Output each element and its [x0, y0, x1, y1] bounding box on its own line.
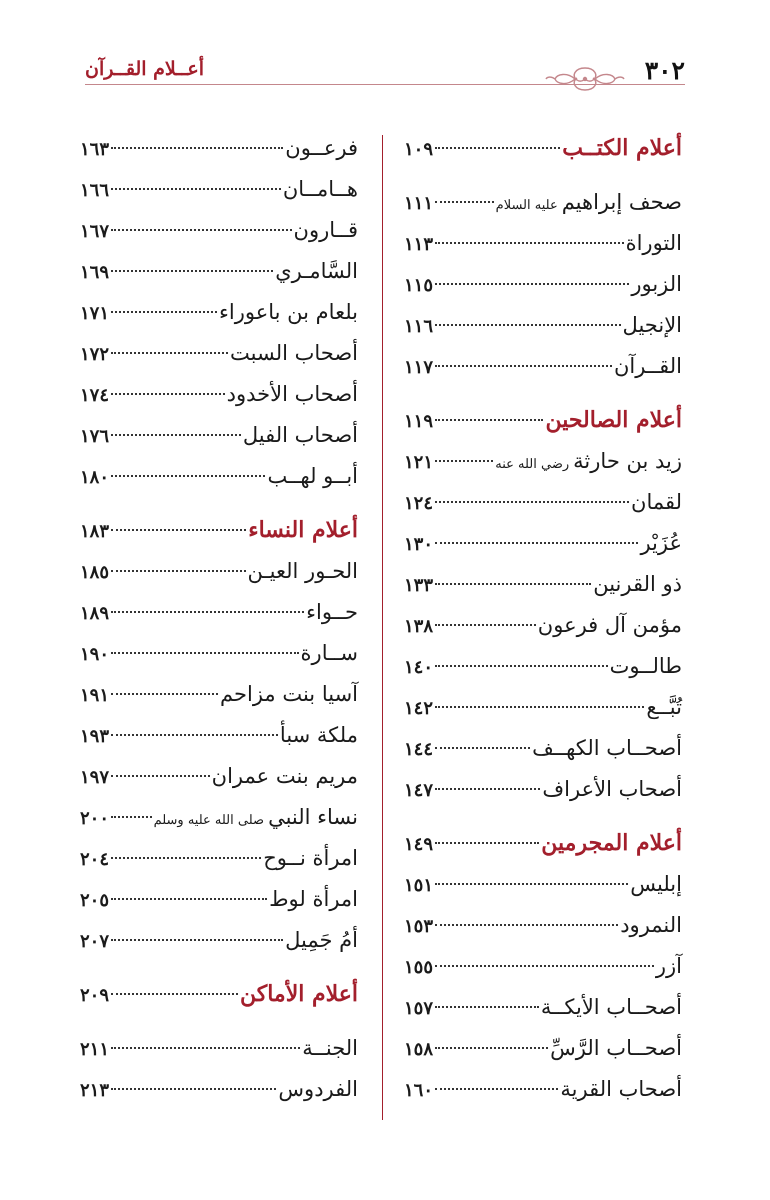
toc-entry[interactable]: [80, 415, 358, 456]
dot-leader: [111, 270, 273, 272]
toc-page-number: ١٥٣: [404, 916, 434, 937]
toc-page-number: ١٢٤: [404, 493, 434, 514]
toc-entry-title: أصحاب القرية: [560, 1077, 682, 1101]
toc-entry-title: مريم بنت عمران: [211, 764, 358, 788]
running-title: أعــلام القــرآن: [85, 58, 204, 80]
toc-entry[interactable]: [80, 251, 358, 292]
toc-entry-title: الجنــة: [302, 1036, 358, 1060]
dot-leader: [435, 924, 618, 926]
toc-entry[interactable]: [404, 987, 682, 1028]
dot-leader: [435, 147, 560, 149]
toc-entry-title: الحـور العيـن: [247, 559, 358, 583]
dot-leader: [435, 419, 543, 421]
dot-leader: [111, 734, 278, 736]
dot-leader: [111, 229, 292, 231]
toc-page-number: ٢١٣: [80, 1080, 110, 1101]
toc-page-number: ٢٠٤: [80, 849, 110, 870]
dot-leader: [435, 242, 624, 244]
dot-leader: [435, 283, 629, 285]
toc-page-number: ١٨٥: [80, 562, 110, 583]
dot-leader: [435, 1006, 539, 1008]
toc-entry-title: التوراة: [625, 231, 682, 255]
toc-entry[interactable]: [404, 1028, 682, 1069]
toc-page-number: ١٤٤: [404, 739, 434, 760]
toc-page-number: ١٣٨: [404, 616, 434, 637]
toc-entry[interactable]: [404, 687, 682, 728]
dot-leader: [435, 665, 608, 667]
toc-section-heading[interactable]: [404, 128, 682, 169]
toc-entry-title: الفردوس: [278, 1077, 358, 1101]
dot-leader: [111, 434, 241, 436]
toc-entry-title: النمرود: [620, 913, 682, 937]
toc-entry-title: بلعام بن باعوراء: [219, 300, 358, 324]
toc-page-number: ١٩٠: [80, 644, 110, 665]
toc-entry[interactable]: [80, 1028, 358, 1069]
toc-page-number: ٢١١: [80, 1039, 110, 1060]
header-rule: [85, 84, 685, 85]
dot-leader: [111, 816, 152, 818]
toc-page-number: ١١٦: [404, 316, 434, 337]
dot-leader: [435, 365, 612, 367]
page-header: [85, 50, 685, 100]
toc-entry[interactable]: [404, 264, 682, 305]
dot-leader: [111, 570, 246, 572]
toc-section-heading[interactable]: [404, 400, 682, 441]
dot-leader: [111, 939, 283, 941]
toc-entry[interactable]: [404, 1069, 682, 1110]
dot-leader: [111, 352, 228, 354]
toc-entry[interactable]: [80, 333, 358, 374]
toc-page-number: ١٤٠: [404, 657, 434, 678]
toc-entry-title: إبليس: [630, 872, 682, 896]
toc-entry[interactable]: [80, 592, 358, 633]
toc-page-number: ١٢١: [404, 452, 434, 473]
toc-entry-title: القــرآن: [613, 354, 682, 378]
toc-entry-title: عُزَيْر: [640, 531, 682, 555]
toc-entry-title: زيد بن حارثة: [573, 449, 682, 473]
toc-column-left: [80, 128, 358, 1110]
dot-leader: [111, 693, 218, 695]
toc-entry-title: أعلام الصالحين: [545, 407, 682, 433]
toc-entry-title: الزبور: [631, 272, 682, 296]
toc-page-number: ٢٠٥: [80, 890, 110, 911]
toc-entry-title: فرعــون: [285, 136, 358, 160]
toc-entry-title: أصحاب الفيل: [242, 423, 358, 447]
toc-page-number: ١٤٩: [404, 834, 434, 855]
toc-page-number: ١٣٣: [404, 575, 434, 596]
toc-entry[interactable]: [404, 223, 682, 264]
toc-entry[interactable]: [80, 838, 358, 879]
toc-entry-title: أصحاب الأخدود: [226, 382, 358, 406]
toc-entry[interactable]: [404, 564, 682, 605]
toc-entry-title: نساء النبي: [268, 805, 358, 829]
floral-ornament-icon: [545, 62, 625, 96]
dot-leader: [111, 898, 267, 900]
dot-leader: [111, 1088, 276, 1090]
toc-page-number: ١١٧: [404, 357, 434, 378]
toc-section-heading[interactable]: [404, 823, 682, 864]
toc-entry[interactable]: [80, 1069, 358, 1110]
toc-entry[interactable]: [404, 182, 682, 223]
dot-leader: [435, 788, 540, 790]
toc-entry[interactable]: [80, 756, 358, 797]
toc-entry-title: صحف إبراهيم: [561, 190, 682, 214]
toc-entry-title: أعلام النساء: [248, 517, 358, 543]
toc-page-number: ٢٠٧: [80, 931, 110, 952]
toc-page-number: ١٦٩: [80, 262, 110, 283]
toc-page-number: ١١٣: [404, 234, 434, 255]
dot-leader: [435, 583, 591, 585]
dot-leader: [435, 501, 629, 503]
toc-entry-title: آسيا بنت مزاحم: [220, 682, 358, 706]
toc-page-number: ١٧١: [80, 303, 110, 324]
toc-entry[interactable]: [404, 864, 682, 905]
toc-entry[interactable]: [404, 523, 682, 564]
toc-page-number: ١٥٨: [404, 1039, 434, 1060]
toc-entry[interactable]: [80, 292, 358, 333]
dot-leader: [435, 460, 493, 462]
toc-section-heading[interactable]: [80, 510, 358, 551]
toc-entry-title: ملكة سبأ: [279, 723, 358, 747]
toc-entry[interactable]: [404, 441, 682, 482]
dot-leader: [435, 624, 536, 626]
toc-entry[interactable]: [404, 646, 682, 687]
toc-entry-title: هــامــان: [282, 177, 358, 201]
toc-page-number: ١٥٥: [404, 957, 434, 978]
toc-page-number: ١١١: [404, 193, 434, 214]
toc-column-right: [404, 128, 682, 1110]
toc-entry[interactable]: [404, 905, 682, 946]
toc-entry[interactable]: [404, 305, 682, 346]
toc-entry[interactable]: [80, 456, 358, 497]
toc-entry-title: تُبَّــع: [646, 695, 682, 719]
dot-leader: [435, 542, 638, 544]
honorific-glyph: رضي الله عنه: [495, 457, 570, 472]
toc-entry[interactable]: [80, 920, 358, 961]
toc-page-number: ١٥٧: [404, 998, 434, 1019]
toc-entry[interactable]: [80, 551, 358, 592]
toc-page-number: ١٧٦: [80, 426, 110, 447]
page-number: ٣٠٢: [644, 56, 685, 85]
toc-entry-title: أصحاب الأعراف: [542, 777, 682, 801]
dot-leader: [111, 393, 225, 395]
toc-entry-title: ذو القرنين: [593, 572, 682, 596]
toc-page-number: ١٩١: [80, 685, 110, 706]
dot-leader: [111, 311, 217, 313]
toc-entry-title: أعلام الكتــب: [562, 135, 682, 161]
toc-entry-title: ســارة: [300, 641, 358, 665]
dot-leader: [111, 857, 261, 859]
toc-entry-title: طالــوت: [609, 654, 682, 678]
toc-entry-title: امرأة لوط: [269, 887, 358, 911]
dot-leader: [111, 529, 246, 531]
toc-entry-title: لقمان: [631, 490, 682, 514]
toc-entry[interactable]: [80, 169, 358, 210]
toc-entry-title: قــارون: [293, 218, 358, 242]
dot-leader: [435, 842, 539, 844]
toc-page-number: ١٦٦: [80, 180, 110, 201]
dot-leader: [435, 706, 644, 708]
toc-page-number: ١٤٧: [404, 780, 434, 801]
toc-section-heading[interactable]: [80, 974, 358, 1015]
column-divider: [382, 135, 383, 1120]
toc-page-number: ١٨٠: [80, 467, 110, 488]
toc-entry[interactable]: [80, 879, 358, 920]
dot-leader: [111, 1047, 300, 1049]
toc-page-number: ١١٥: [404, 275, 434, 296]
dot-leader: [111, 775, 210, 777]
toc-page-number: ٢٠٩: [80, 985, 110, 1006]
honorific-glyph: عليه السلام: [495, 198, 558, 213]
toc-page-number: ١٧٢: [80, 344, 110, 365]
dot-leader: [111, 147, 283, 149]
toc-entry[interactable]: [404, 482, 682, 523]
toc-entry-title: آزر: [655, 954, 682, 978]
toc-entry-title: أبــو لهــب: [267, 464, 358, 488]
dot-leader: [435, 747, 530, 749]
toc-page-number: ١٦٠: [404, 1080, 434, 1101]
toc-page-number: ١٥١: [404, 875, 434, 896]
toc-entry[interactable]: [404, 346, 682, 387]
toc-entry[interactable]: [80, 210, 358, 251]
toc-entry-title: أصحــاب الرَّسِّ: [550, 1036, 682, 1060]
toc-entry-title: أصحــاب الكهــف: [532, 736, 682, 760]
toc-entry-title: حــواء: [306, 600, 358, 624]
toc-entry-title: أصحاب السبت: [230, 341, 358, 365]
toc-entry-title: امرأة نــوح: [263, 846, 358, 870]
dot-leader: [435, 965, 654, 967]
toc-page-number: ١١٩: [404, 411, 434, 432]
toc-page-number: ١٩٣: [80, 726, 110, 747]
toc-entry-title: أصحــاب الأيكــة: [540, 995, 682, 1019]
dot-leader: [435, 201, 494, 203]
toc-entry[interactable]: [80, 128, 358, 169]
honorific-glyph: صلى الله عليه وسلم: [153, 813, 265, 828]
toc-entry[interactable]: [404, 728, 682, 769]
dot-leader: [111, 475, 265, 477]
dot-leader: [111, 188, 281, 190]
dot-leader: [435, 324, 621, 326]
toc-page-number: ١٧٤: [80, 385, 110, 406]
dot-leader: [435, 883, 628, 885]
dot-leader: [111, 993, 238, 995]
dot-leader: [111, 652, 299, 654]
toc-entry-title: أمُ جَمِيل: [285, 928, 358, 952]
toc-entry-title: أعلام الأماكن: [239, 981, 358, 1007]
toc-page-number: ١٦٧: [80, 221, 110, 242]
toc-entry-title: أعلام المجرمين: [541, 830, 682, 856]
toc-entry-title: الإنجيل: [622, 313, 682, 337]
toc-entry[interactable]: [80, 633, 358, 674]
toc-entry[interactable]: [80, 674, 358, 715]
toc-entry[interactable]: [80, 374, 358, 415]
toc-entry-title: السَّامـري: [275, 259, 358, 283]
toc-page-number: ١٨٣: [80, 521, 110, 542]
toc-page-number: ١٤٢: [404, 698, 434, 719]
toc-entry[interactable]: [404, 946, 682, 987]
dot-leader: [111, 611, 304, 613]
toc-entry[interactable]: [404, 605, 682, 646]
toc-entry[interactable]: [80, 797, 358, 838]
toc-page-number: ٢٠٠: [80, 808, 110, 829]
dot-leader: [435, 1047, 548, 1049]
toc-entry-title: مؤمن آل فرعون: [537, 613, 682, 637]
dot-leader: [435, 1088, 558, 1090]
toc-page-number: ١٠٩: [404, 139, 434, 160]
toc-entry[interactable]: [80, 715, 358, 756]
toc-page-number: ١٣٠: [404, 534, 434, 555]
toc-page-number: ١٦٣: [80, 139, 110, 160]
toc-page-number: ١٨٩: [80, 603, 110, 624]
toc-entry[interactable]: [404, 769, 682, 810]
toc-page-number: ١٩٧: [80, 767, 110, 788]
